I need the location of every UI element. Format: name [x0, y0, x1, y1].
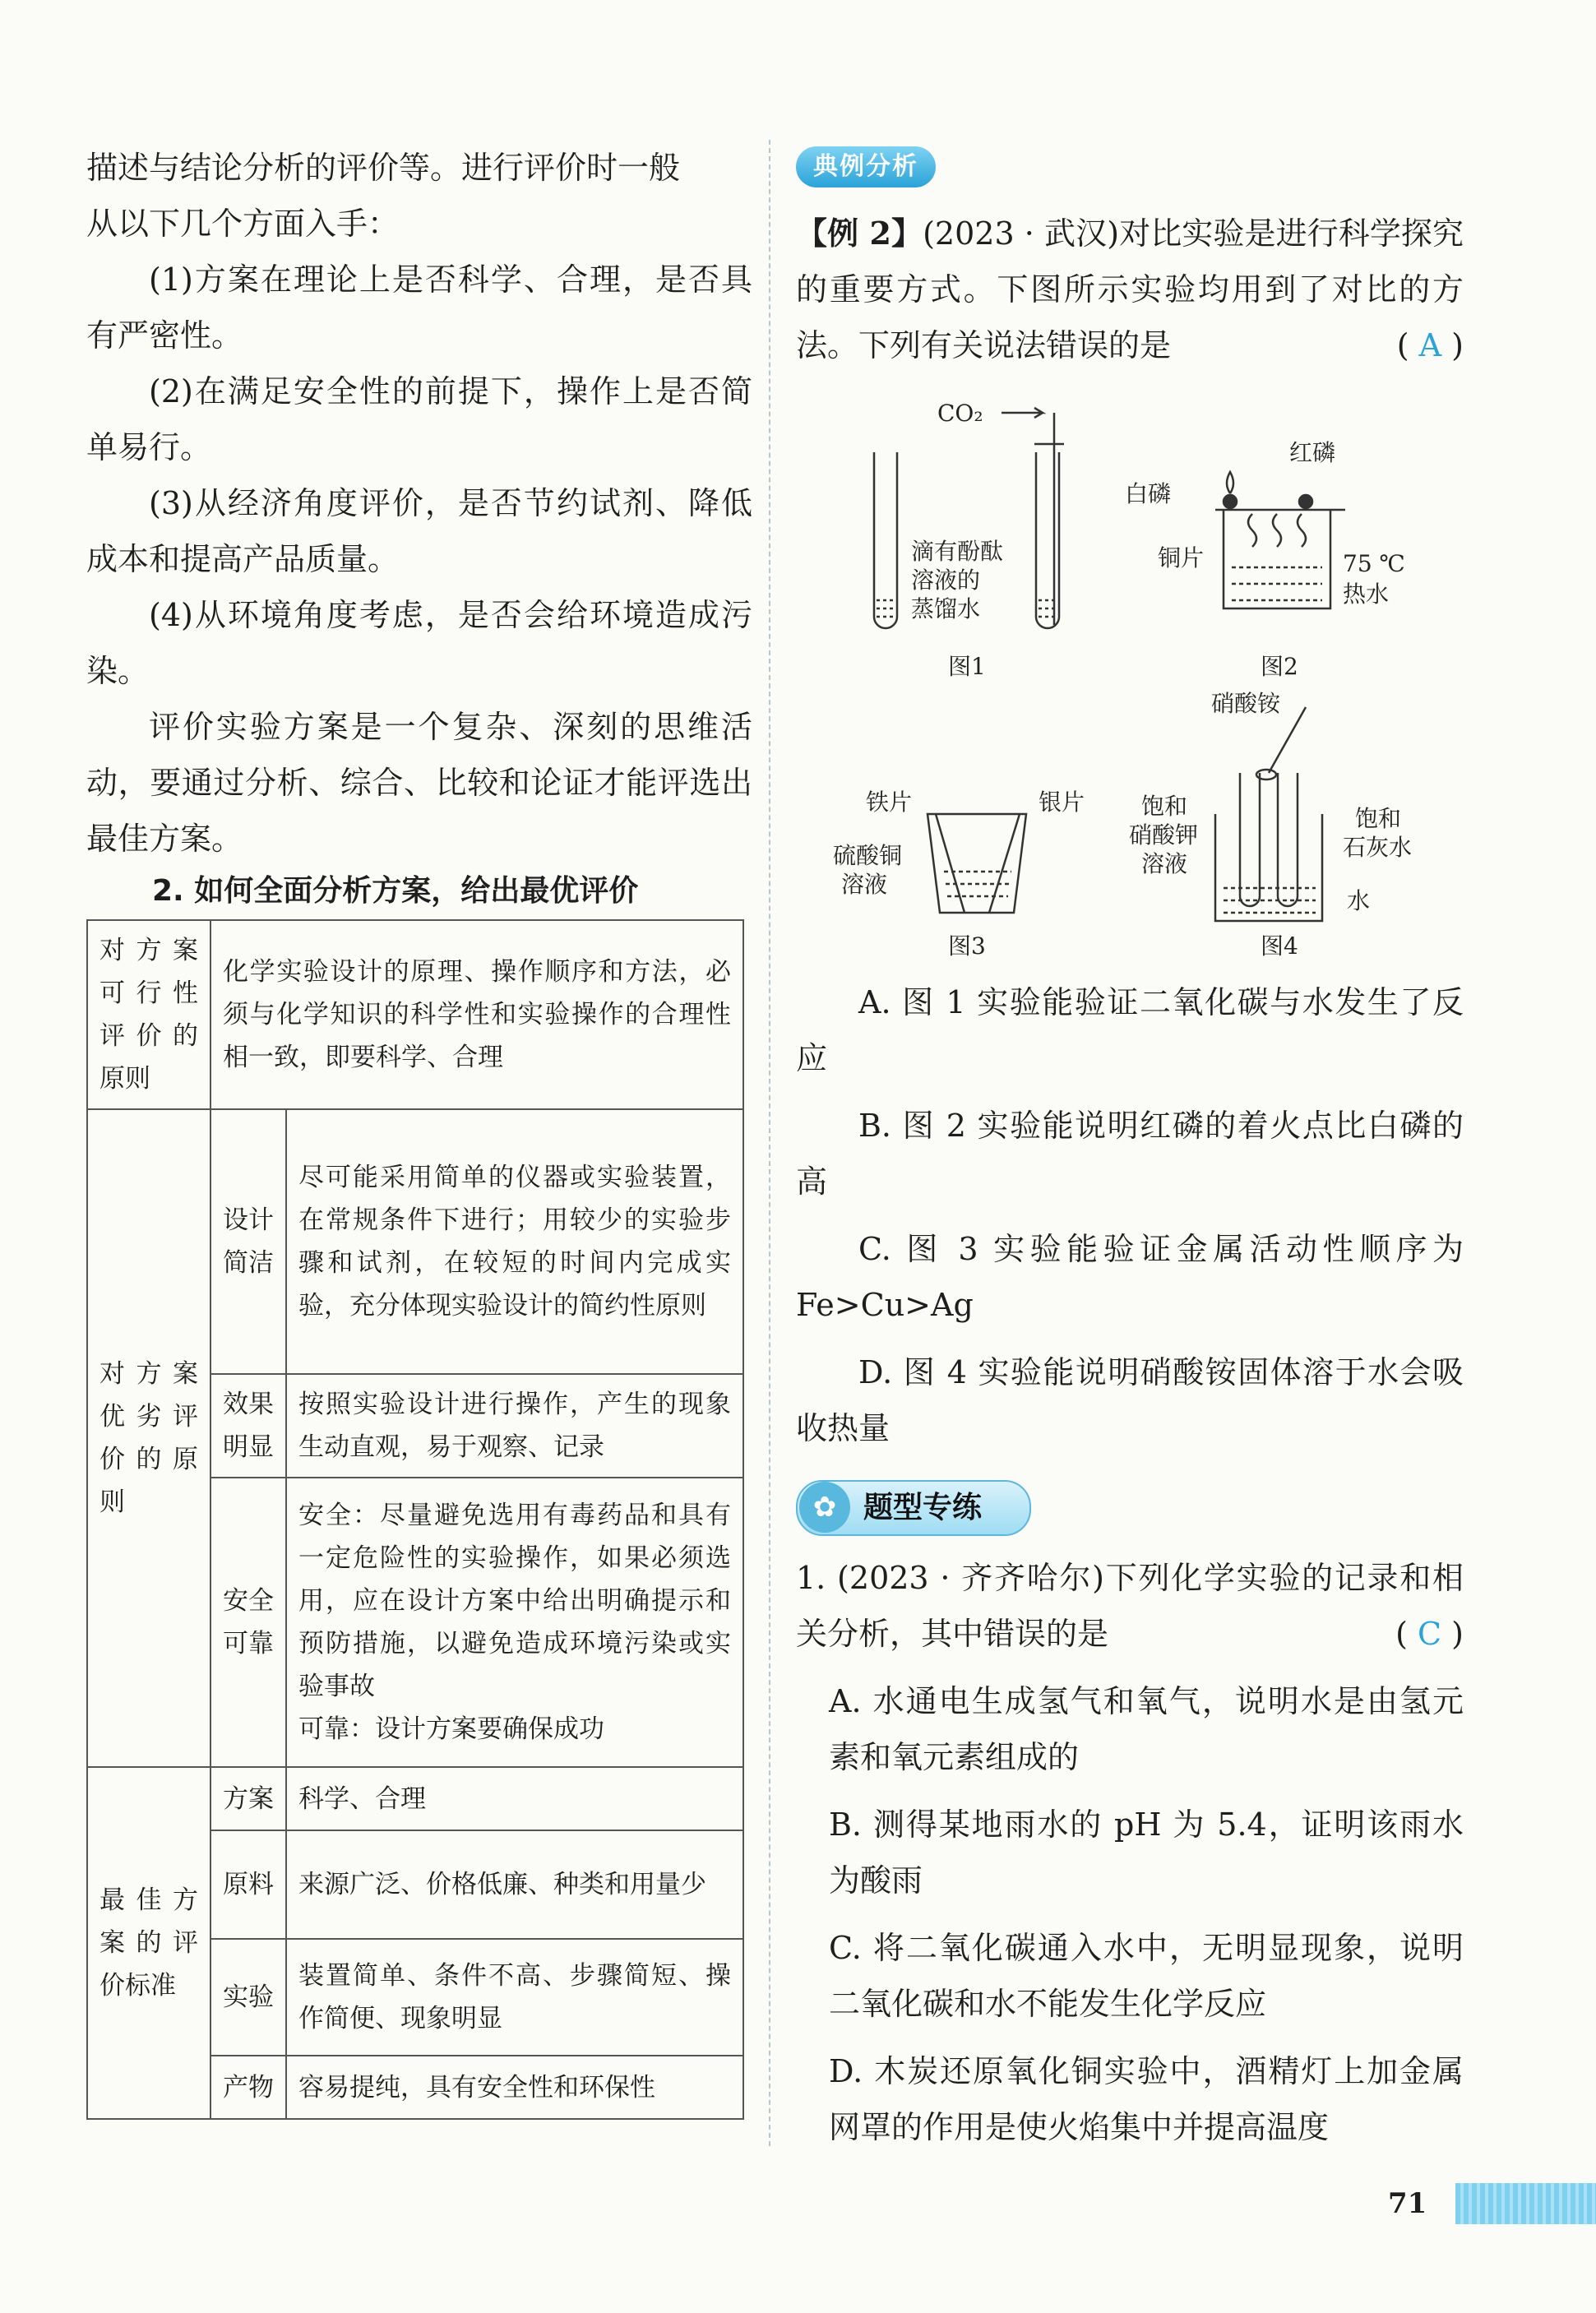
section-heading: 2. 如何全面分析方案，给出最优评价 [152, 874, 639, 908]
white-phosphorus-label: 白磷 [1125, 480, 1172, 507]
q1-option-a: A. 水通电生成氢气和氧气，说明水是由氢元素和氧元素组成的 [829, 1683, 1464, 1775]
point-3: (3)从经济角度评价，是否节约试剂、降低成本和提高产品质量。 [86, 485, 752, 577]
table-row [87, 1767, 743, 1830]
test-tube-left [874, 452, 897, 628]
point-2: (2)在满足安全性的前提下，操作上是否简单易行。 [86, 373, 752, 465]
q1-answer: C [1418, 1616, 1442, 1652]
drop-label-3: 蒸馏水 [911, 595, 981, 622]
spoon [1269, 707, 1306, 773]
lime-label-1: 饱和 [1355, 805, 1402, 832]
safety-text: 安全：尽量避免选用有毒药品和具有一定危险性的实验操作，如果必须选用，应在设计方案中给出明确提示和预防措施，以避免造成环境污染或实验事故 [298, 1501, 731, 1701]
reliable-text: 可靠：设计方案要确保成功 [298, 1714, 604, 1744]
kno3-label-2: 硝酸钾 [1129, 821, 1199, 849]
page-number: 71 [1388, 2187, 1427, 2220]
beaker-4 [1215, 814, 1322, 921]
figure-3 [928, 814, 1026, 913]
sub-body-safety [286, 1478, 743, 1767]
lime-label-2: 石灰水 [1343, 834, 1413, 861]
column-divider [769, 140, 770, 2146]
intro-line-1: 描述与结论分析的评价等。进行评价时一般 [86, 150, 681, 186]
evaluation-table [86, 919, 744, 2120]
example-text: (2023 · 武汉)对比实验是进行科学探究的重要方式。下图所示实验均用到了对比的方法。下列有关说法错误的是 [796, 215, 1464, 363]
red-phosphorus-label: 红磷 [1289, 439, 1336, 466]
example-analysis-tag: 典例分析 [796, 146, 936, 187]
point-4: (4)从环境角度考虑，是否会给环境造成污染。 [86, 597, 752, 689]
test-tube-right [1036, 452, 1059, 628]
co2-label: CO₂ [937, 400, 983, 427]
sub-body-material: 来源广泛、价格低廉、种类和用量少 [286, 1830, 743, 1939]
tubes-4 [1240, 773, 1298, 906]
drop-label-1: 滴有酚酞 [911, 538, 1004, 565]
example-answer: A [1418, 327, 1442, 363]
option-c: C. 图 3 实验能验证金属活动性顺序为 Fe>Cu>Ag [796, 1231, 1464, 1323]
page-decor-bar [1455, 2183, 1596, 2224]
kno3-label-3: 溶液 [1141, 850, 1188, 877]
beaker-2 [1224, 510, 1330, 608]
temp-label: 75 ℃ [1343, 550, 1405, 577]
table-row [87, 920, 743, 1109]
sub-head-material: 原料 [210, 1830, 286, 1939]
option-b: B. 图 2 实验能说明红磷的着火点比白磷的高 [796, 1108, 1464, 1200]
experiment-figures [796, 386, 1464, 978]
cuso4-label-2: 溶液 [841, 871, 888, 898]
fig1-caption: 图1 [948, 653, 986, 680]
point-1: (1)方案在理论上是否科学、合理，是否具有严密性。 [86, 261, 752, 354]
sub-body-experiment: 装置简单、条件不高、步骤简短、操作简便、现象明显 [286, 1939, 743, 2056]
question-1 [796, 1550, 1464, 1662]
kno3-label-1: 饱和 [1141, 793, 1188, 820]
sub-body-plan: 科学、合理 [286, 1767, 743, 1830]
intro-paragraph [86, 140, 752, 252]
sub-body-effect: 按照实验设计进行操作，产生的现象生动直观，易于观察、记录 [286, 1374, 743, 1478]
water-lines-4 [1224, 888, 1316, 913]
steam [1248, 514, 1306, 547]
example-question [796, 206, 1464, 373]
table-row [87, 1109, 743, 1374]
sub-body-product: 容易提纯，具有安全性和环保性 [286, 2056, 743, 2119]
intro-line-2: 从以下几个方面入手： [86, 206, 400, 242]
row-head-merit: 对方案优劣评价的原则 [87, 1109, 210, 1767]
fig4-caption: 图4 [1261, 932, 1298, 960]
example-label: 【例 2】 [796, 215, 923, 252]
silver-label: 银片 [1039, 789, 1085, 816]
q1-answer-bracket: ( C ) [1395, 1616, 1464, 1652]
hot-water-lines [1232, 567, 1322, 600]
white-phosphorus [1224, 495, 1237, 508]
beaker-3 [928, 814, 1026, 913]
option-d: D. 图 4 实验能说明硝酸铵固体溶于水会吸收热量 [796, 1354, 1464, 1446]
red-phosphorus [1299, 495, 1312, 508]
drop-label-2: 溶液的 [911, 567, 981, 594]
row-body-feasibility: 化学实验设计的原理、操作顺序和方法，必须与化学知识的科学性和实验操作的合理性相一致，即要科学、合理 [210, 920, 743, 1109]
q1-option-c: C. 将二氧化碳通入水中，无明显现象，说明二氧化碳和水不能发生化学反应 [829, 1930, 1464, 2022]
row-head-best: 最佳方案的评价标准 [87, 1767, 210, 2119]
fig3-caption: 图3 [948, 932, 986, 960]
metal-strips [936, 814, 1020, 913]
water-label: 水 [1347, 887, 1371, 914]
row-head-feasibility: 对方案可行性评价的原则 [87, 920, 210, 1109]
cuso4-label-1: 硫酸铜 [833, 842, 903, 869]
sub-head-experiment: 实验 [210, 1939, 286, 2056]
practice-section-badge [796, 1480, 1031, 1536]
q1-option-b: B. 测得某地雨水的 pH 为 5.4，证明该雨水为酸雨 [829, 1806, 1464, 1899]
q1-text: 1. (2023 · 齐齐哈尔)下列化学实验的记录和相关分析，其中错误的是 [796, 1560, 1464, 1652]
hot-water-label: 热水 [1343, 581, 1390, 608]
summary-paragraph: 评价实验方案是一个复杂、深刻的思维活动，要通过分析、综合、比较和论证才能评选出最佳方案。 [86, 709, 752, 857]
practice-section-label: 题型专练 [863, 1491, 983, 1524]
co2-arrow [1002, 408, 1043, 418]
q1-option-d: D. 木炭还原氧化铜实验中，酒精灯上加金属网罩的作用是使火焰集中并提高温度 [829, 2053, 1464, 2145]
sub-head-safety: 安全可靠 [210, 1478, 286, 1767]
brain-icon: ✿ [799, 1482, 850, 1533]
figure-4 [1215, 707, 1322, 921]
sub-head-simple: 设计简洁 [210, 1109, 286, 1374]
option-a: A. 图 1 实验能验证二氧化碳与水发生了反应 [796, 984, 1464, 1076]
sub-head-product: 产物 [210, 2056, 286, 2119]
figure-2 [1215, 472, 1345, 608]
sub-head-plan: 方案 [210, 1767, 286, 1830]
sub-head-effect: 效果明显 [210, 1374, 286, 1478]
nh4no3-label: 硝酸铵 [1211, 690, 1281, 717]
flame [1227, 472, 1233, 493]
sub-body-simple: 尽可能采用简单的仪器或实验装置，在常规条件下进行；用较少的实验步骤和试剂，在较短的时间内完成实验，充分体现实验设计的简约性原则 [286, 1109, 743, 1374]
example-answer-bracket: ( A ) [1396, 327, 1464, 363]
fig2-caption: 图2 [1261, 653, 1298, 680]
iron-label: 铁片 [866, 789, 913, 816]
copper-label: 铜片 [1158, 544, 1205, 571]
